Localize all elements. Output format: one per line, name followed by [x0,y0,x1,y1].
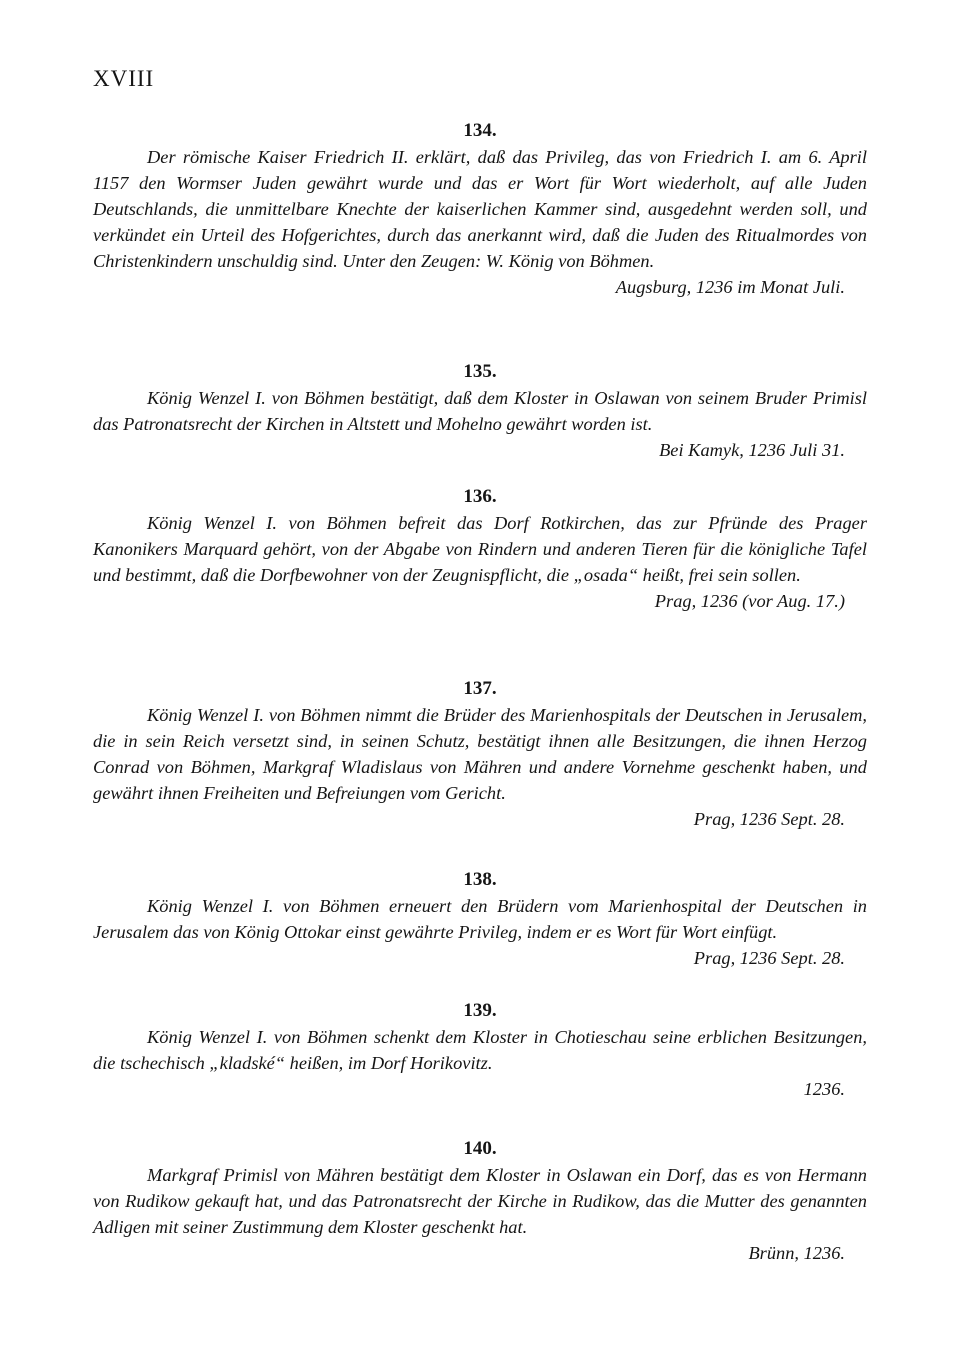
entry-138 [93,867,867,971]
entry-summary: König Wenzel I. von Böhmen bestätigt, daß dem Kloster in Oslawan von seinem Bruder Primisl das Patronatsrecht der Kirchen in Altstett und Mohelno gewährt worden ist. [93,388,867,434]
entry-number: 137. [463,678,497,699]
entry-140 [93,1136,867,1266]
entry-number: 140. [463,1138,497,1159]
entry-139 [93,998,867,1102]
entry-date: Bei Kamyk, 1236 Juli 31. [659,440,845,460]
entry-number: 134. [463,120,497,141]
entry-136 [93,484,867,614]
entry-summary: Markgraf Primisl von Mähren bestätigt dem Kloster in Oslawan ein Dorf, das es von Hermann von Rudikow gekauft hat, und das Patronatsrecht der Kirche in Rudikow, das die Mutter des genannten Adligen mit seiner Zustimmung dem Kloster geschenkt hat. [93,1165,867,1237]
entry-137 [93,676,867,832]
entry-number: 139. [463,1000,497,1021]
entry-summary: König Wenzel I. von Böhmen erneuert den Brüdern vom Marienhospital der Deutschen in Jerusalem das von König Ottokar einst gewährte Privileg, indem er es Wort für Wort einfügt. [93,896,867,942]
entry-date: Augsburg, 1236 im Monat Juli. [615,277,845,297]
entry-number: 138. [463,869,497,890]
entry-summary: König Wenzel I. von Böhmen schenkt dem Kloster in Chotieschau seine erblichen Besitzungen, die tschechisch „kladské“ heißen, im Dorf Horikovitz. [93,1027,867,1073]
entry-134 [93,118,867,300]
entry-date: Prag, 1236 Sept. 28. [693,948,845,968]
entry-date: 1236. [803,1079,845,1099]
entry-summary: Der römische Kaiser Friedrich II. erklärt, daß das Privileg, das von Friedrich I. am 6. April 1157 den Wormser Juden gewährt wurde und das er Wort für Wort wiederholt, auf alle Juden Deutschlands, die unmittelbare Knechte der kaiserlichen Kammer sind, ausgedehnt werden soll, und verkündet ein Urteil des Hofgerichtes, durch das anerkannt wird, daß die Juden des Ritualmordes von Christenkindern unschuldig sind. Unter den Zeugen: W. König von Böhmen. [93,147,867,271]
entry-135 [93,359,867,463]
page-number: XVIII [93,66,155,91]
entry-date: Brünn, 1236. [748,1243,845,1263]
entry-number: 136. [463,486,497,507]
entry-summary: König Wenzel I. von Böhmen befreit das Dorf Rotkirchen, das zur Pfründe des Prager Kanonikers Marquard gehört, von der Abgabe von Rindern und anderen Tieren für die königliche Tafel und bestimmt, daß die Dorfbewohner von der Zeugnispflicht, die „osada“ heißt, frei sein sollen. [93,513,867,585]
entry-date: Prag, 1236 (vor Aug. 17.) [654,591,845,611]
entry-number: 135. [463,361,497,382]
entry-date: Prag, 1236 Sept. 28. [693,809,845,829]
entry-summary: König Wenzel I. von Böhmen nimmt die Brüder des Marienhospitals der Deutschen in Jerusalem, die in sein Reich versetzt sind, in seinen Schutz, bestätigt ihnen alle Besitzungen, die ihnen Herzog Conrad von Böhmen, Markgraf Wladislaus von Mähren und andere Vornehme geschenkt haben, und gewährt ihnen Freiheiten und Befreiungen vom Gericht. [93,705,867,803]
